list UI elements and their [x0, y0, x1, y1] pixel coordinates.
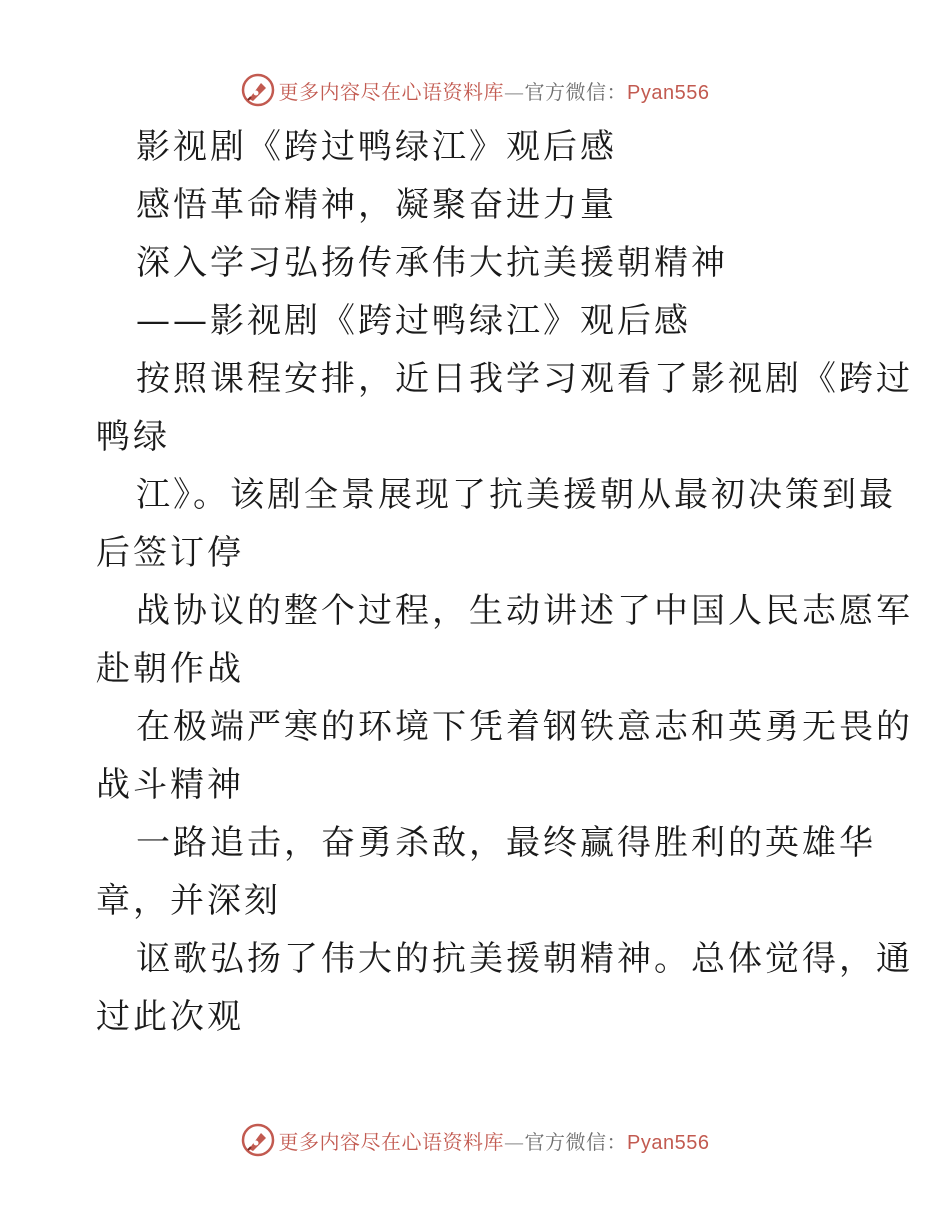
paragraph-line: 一路追击，奋勇杀敌，最终赢得胜利的英雄华: [136, 823, 876, 863]
doc-subtitle: ——影视剧《跨过鸭绿江》观后感: [136, 301, 691, 341]
paragraph-line: 在极端严寒的环境下凭着钢铁意志和英勇无畏的: [136, 707, 913, 747]
pen-logo-icon: [241, 1123, 275, 1157]
doc-subheading: 深入学习弘扬传承伟大抗美援朝精神: [136, 243, 728, 283]
doc-title: 影视剧《跨过鸭绿江》观后感: [136, 127, 617, 167]
paragraph-line: 战协议的整个过程，生动讲述了中国人民志愿军: [136, 591, 913, 631]
document-body: [96, 118, 913, 1046]
banner-text: 更多内容尽在心语资料库—官方微信：Pyan556: [278, 79, 710, 104]
paragraph-line: 讴歌弘扬了伟大的抗美援朝精神。总体觉得，通: [136, 939, 913, 979]
paragraph-line: 过此次观: [96, 997, 244, 1037]
doc-heading: 感悟革命精神，凝聚奋进力量: [136, 185, 617, 225]
paragraph-line: 后签订停: [96, 533, 244, 573]
footer-banner: [0, 1120, 950, 1160]
header-banner: [0, 70, 950, 110]
paragraph-line: 江》。该剧全景展现了抗美援朝从最初决策到最: [136, 475, 896, 515]
paragraph-line: 鸭绿: [96, 417, 170, 457]
paragraph-line: 按照课程安排，近日我学习观看了影视剧《跨过: [136, 359, 913, 399]
paragraph-line: 章，并深刻: [96, 881, 281, 921]
banner-text: 更多内容尽在心语资料库—官方微信：Pyan556: [278, 1129, 710, 1154]
pen-logo-icon: [241, 73, 275, 107]
paragraph-line: 赴朝作战: [96, 649, 244, 689]
paragraph-line: 战斗精神: [96, 765, 244, 805]
